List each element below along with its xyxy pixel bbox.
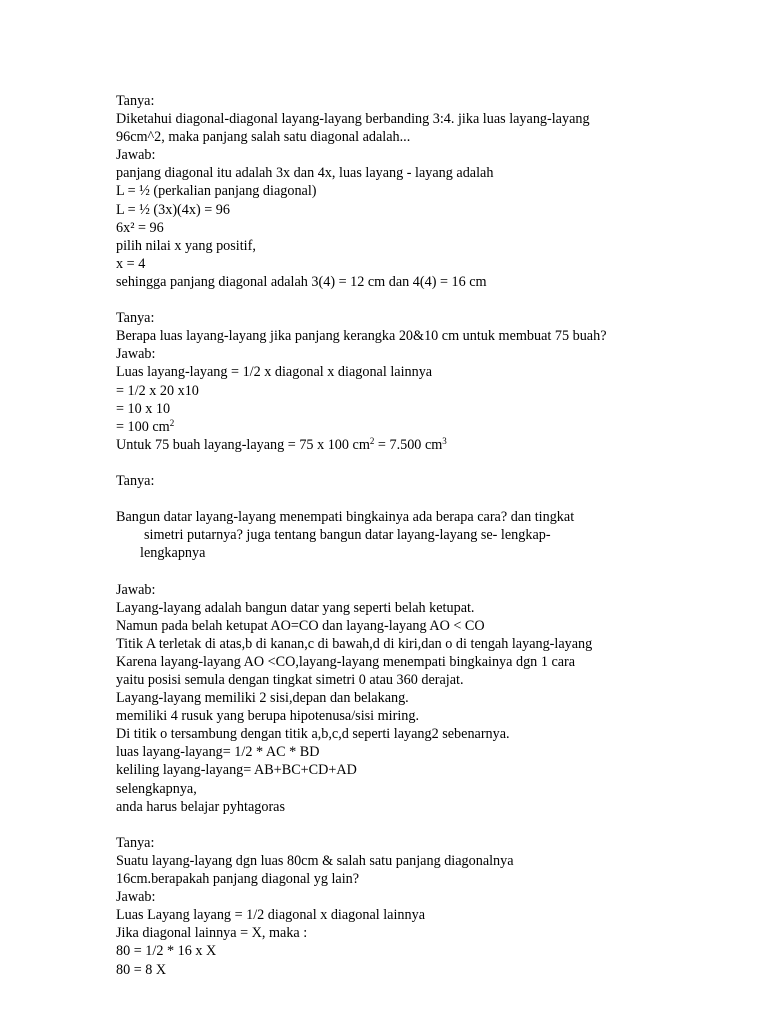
answer-text: panjang diagonal itu adalah 3x dan 4x, luas layang - layang adalah (116, 165, 494, 182)
answer-area-line (116, 418, 676, 436)
document-page (116, 92, 676, 979)
answer-text: sehingga panjang diagonal adalah 3(4) = 12 cm dan 4(4) = 16 cm (116, 273, 487, 290)
total-part-2: = 7.500 cm (374, 436, 443, 453)
qa-block-3 (116, 472, 676, 816)
answer-text: 80 = 1/2 * 16 x X (116, 943, 217, 960)
question-label: Tanya: (116, 472, 155, 489)
answer-text: keliling layang-layang= AB+BC+CD+AD (116, 762, 357, 779)
answer-text: = 1/2 x 20 x10 (116, 382, 199, 399)
answer-text: selengkapnya, (116, 780, 197, 797)
answer-text: Layang-layang adalah bangun datar yang seperti belah ketupat. (116, 599, 475, 616)
answer-text: L = ½ (3x)(4x) = 96 (116, 201, 230, 218)
answer-text: Luas layang-layang = 1/2 x diagonal x diagonal lainnya (116, 364, 433, 381)
qa-block-2 (116, 309, 676, 454)
answer-label: Jawab: (116, 889, 156, 906)
blank-line (116, 816, 676, 834)
total-exponent-2: 3 (442, 435, 447, 446)
answer-text: anda harus belajar pyhtagoras (116, 798, 285, 815)
question-label: Tanya: (116, 834, 155, 851)
question-text: Diketahui diagonal-diagonal layang-layang berbanding 3:4. jika luas layang-layang (116, 111, 590, 128)
answer-text: luas layang-layang= 1/2 * AC * BD (116, 744, 320, 761)
answer-text: L = ½ (perkalian panjang diagonal) (116, 183, 317, 200)
question-text: Bangun datar layang-layang menempati bingkainya ada berapa cara? dan tingkat (116, 509, 575, 526)
qa-block-4 (116, 834, 676, 979)
blank-line (116, 490, 676, 508)
answer-text: Karena layang-layang AO <CO,layang-layang menempati bingkainya dgn 1 cara (116, 653, 576, 670)
blank-line (116, 291, 676, 309)
area-exponent: 2 (169, 417, 175, 428)
question-text: 16cm.berapakah panjang diagonal yg lain? (116, 871, 360, 888)
area-value: = 100 cm (116, 418, 170, 435)
answer-text: = 10 x 10 (116, 400, 171, 417)
total-exponent-1: 2 (369, 435, 375, 446)
answer-text: Luas Layang layang = 1/2 diagonal x diagonal lainnya (116, 907, 426, 924)
qa-block-1 (116, 92, 676, 291)
answer-label: Jawab: (116, 147, 156, 164)
total-part-1: Untuk 75 buah layang-layang = 75 x 100 cm (116, 436, 370, 453)
question-text: Berapa luas layang-layang jika panjang kerangka 20&10 cm untuk membuat 75 buah? (116, 328, 607, 345)
question-text: lengkapnya (140, 545, 206, 562)
answer-text: yaitu posisi semula dengan tingkat simetri 0 atau 360 derajat. (116, 672, 464, 688)
blank-line (116, 562, 676, 580)
answer-text: 80 = 8 X (116, 961, 167, 978)
question-label: Tanya: (116, 310, 155, 327)
question-text: 96cm^2, maka panjang salah satu diagonal adalah... (116, 129, 411, 146)
answer-text: pilih nilai x yang positif, (116, 237, 256, 254)
question-label: Tanya: (116, 93, 155, 109)
answer-label: Jawab: (116, 581, 156, 598)
answer-text: Titik A terletak di atas,b di kanan,c di bawah,d di kiri,dan o di tengah layang-layang (116, 635, 593, 652)
question-text: simetri putarnya? juga tentang bangun datar layang-layang se- lengkap- (144, 527, 551, 544)
answer-text: Jika diagonal lainnya = X, maka : (116, 925, 308, 942)
answer-total-line (116, 436, 676, 454)
answer-text: Namun pada belah ketupat AO=CO dan layang-layang AO < CO (116, 617, 485, 634)
answer-text: Di titik o tersambung dengan titik a,b,c,d seperti layang2 sebenarnya. (116, 726, 510, 743)
answer-text: x = 4 (116, 255, 146, 272)
answer-text: Layang-layang memiliki 2 sisi,depan dan belakang. (116, 690, 409, 707)
answer-label: Jawab: (116, 346, 156, 363)
answer-text: memiliki 4 rusuk yang berupa hipotenusa/sisi miring. (116, 708, 420, 725)
question-text: Suatu layang-layang dgn luas 80cm & salah satu panjang diagonalnya (116, 852, 514, 869)
blank-line (116, 454, 676, 472)
answer-text: 6x² = 96 (116, 219, 164, 236)
